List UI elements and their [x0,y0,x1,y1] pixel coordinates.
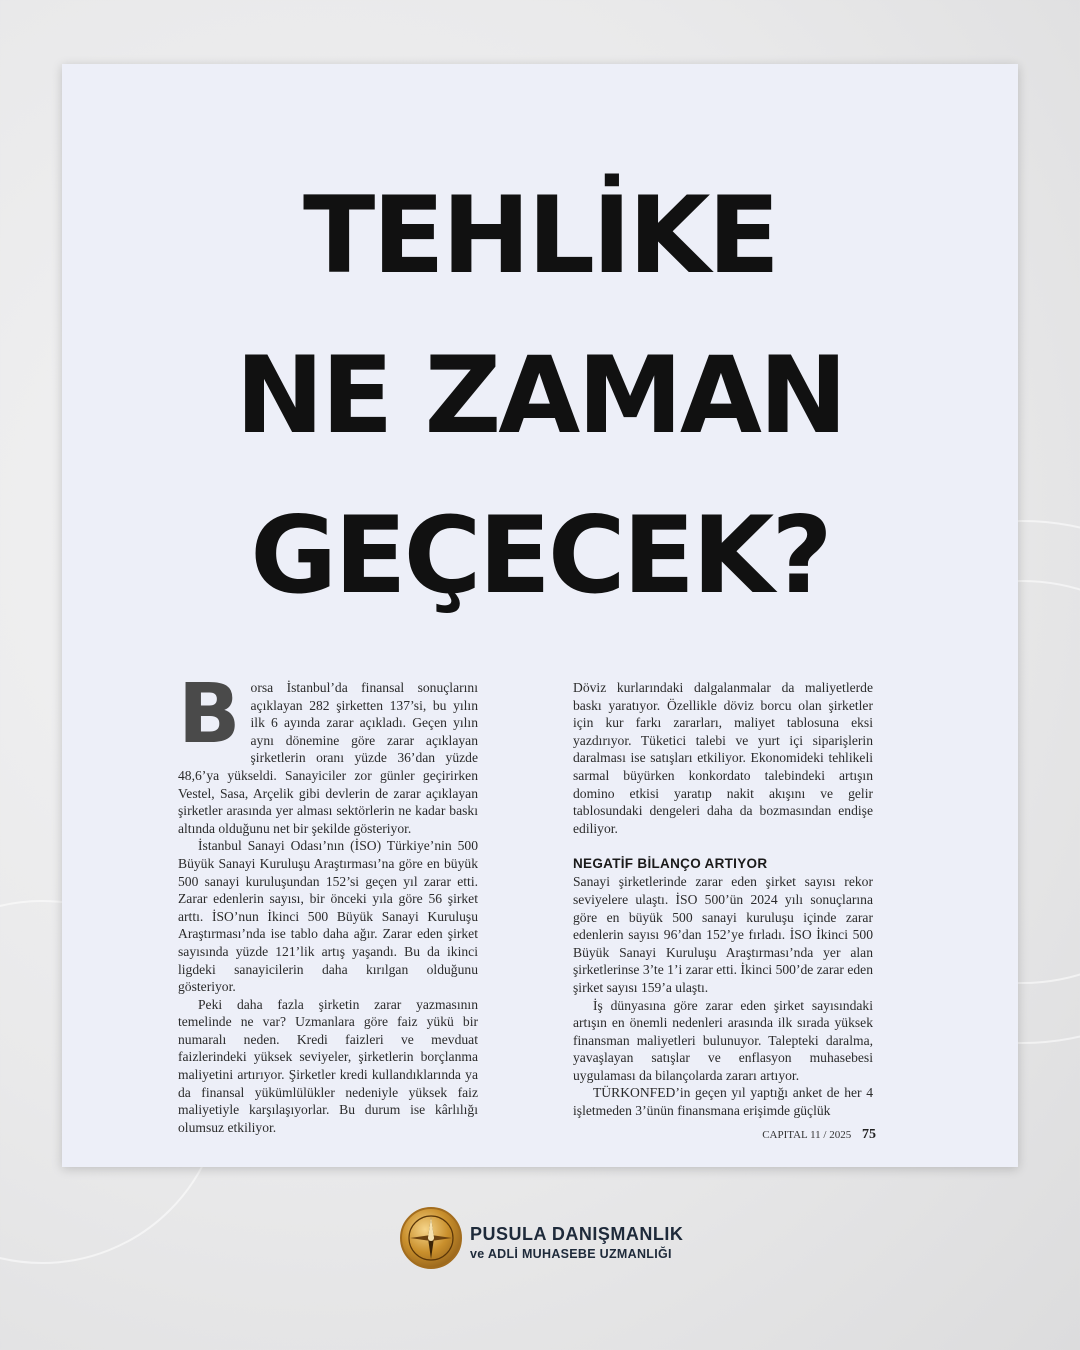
article-column-right [573,679,873,1120]
brand-footer [400,1207,730,1277]
article-paragraph: TÜRKONFED’in geçen yıl yaptığı anket de her 4 işletmeden 3’ünün finansmana erişimde güçlük [573,1085,873,1119]
page-number: 75 [862,1127,876,1142]
headline-line-2: NE ZAMAN [235,334,845,457]
brand-subtitle: ve ADLİ MUHASEBE UZMANLIĞI [470,1247,672,1261]
article-paragraph: İş dünyasına göre zarar eden şirket sayısındaki artışın en önemli nedenleri arasında ilk sırada yüksek finansman maliyetleri bulunuyor. Talepteki daralma, yavaşlayan satışlar ve enflasyon muhasebesi uygulaması da bilançolarda zararı artıyor. [573,997,873,1083]
section-subhead: NEGATİF BİLANÇO ARTIYOR [573,856,768,872]
paragraph-text: orsa İstanbul’da finansal sonuçlarını açıklayan 282 şirketten 137’si, bu yılın ilk 6 ayında zarar açıkladı. Geçen yılın aynı dönemine göre zarar açıklayan şirketlerin oranı yüzde 36’dan yüzde 48,6’ya yükseldi. Sanayiciler zor günler geçirirken Vestel, Sasa, Arçelik gibi devlerin de zarar açıklayan şirketler arasında yer alması sektörlerin ne kadar baskı altında olduğunu net bir şekilde gösteriyor. [178,680,478,836]
page-footer [762,1127,876,1143]
article-column-left [178,667,478,1136]
brand-name: PUSULA DANIŞMANLIK [470,1224,684,1244]
headline-line-3: GEÇECEK? [250,494,830,617]
article-paragraph: Sanayi şirketlerinde zarar eden şirket sayısı rekor seviyelere ulaştı. İSO 500’ün 2024 yılı sonuçlarına göre en büyük 500 sanayi kuruluşu içinde zarar edenlerin sayısı 96’dan 152’ye fırladı. İSO İkinci 500 Büyük Sanayi Kuruluşu Araştırması’nda yer alan şirketlerinse 3’te 1’i zarar etti. İkinci 500’de zarar eden şirket sayısı 159’a ulaştı. [573,874,873,995]
article-paragraph: Döviz kurlarındaki dalgalanmalar da maliyetlerde baskı yaratıyor. Özellikle döviz borcu olan şirketler için kur farkı zararları, maliyet tablosuna eksi yazdırıyor. Tüketici talebi ve yurt içi siparişlerin daralması ise satışları etkiliyor. Ekonomideki tehlikeli sarmal büyürken konkordato talebindeki artışın domino etkisi yaratıp nakit akışını ve gelir tablosundaki dengeleri daha da bozmasından endişe ediliyor. [573,680,873,836]
compass-icon [400,1207,462,1269]
magazine-page [62,64,1018,1167]
article-paragraph: İstanbul Sanayi Odası’nın (İSO) Türkiye’nin 500 Büyük Sanayi Kuruluşu Araştırması’na göre en büyük 500 sanayi kuruluşundan 152’si geçen yıl zarar etti. Zarar edenlerin sayısı, bir önceki yıla göre 56 şirket arttı. İSO’nun İkinci 500 Büyük Sanayi Kuruluşu Araştırması’nda ise tablo daha ağır. Zarar eden şirket sayısında yüzde 121’lik artış yaşandı. Bu da ikinci ligdeki sanayicilerin daha kırılgan olduğunu gösteriyor. [178,838,478,995]
article-paragraph [178,667,478,837]
article-paragraph: Peki daha fazla şirketin zarar yazmasının temelinde ne var? Uzmanlara göre faiz yükü bir numaralı neden. Kredi faizleri ve mevduat faizlerindeki yüksek seviyeler, şirketlerin borçlanma maliyetini artırıyor. Şirketler kredi kullandıklarında ya da finansal yükümlülükler nedeniyle yüksek faiz maliyetiyle karşılaşıyorlar. Bu durum ise kârlılığı olumsuz etkiliyor. [178,996,478,1135]
issue-date: 11 / 2025 [810,1129,852,1141]
magazine-name: CAPITAL [762,1129,808,1141]
headline [62,156,1018,636]
headline-line-1: TEHLİKE [303,174,777,297]
drop-cap: B [178,667,241,762]
